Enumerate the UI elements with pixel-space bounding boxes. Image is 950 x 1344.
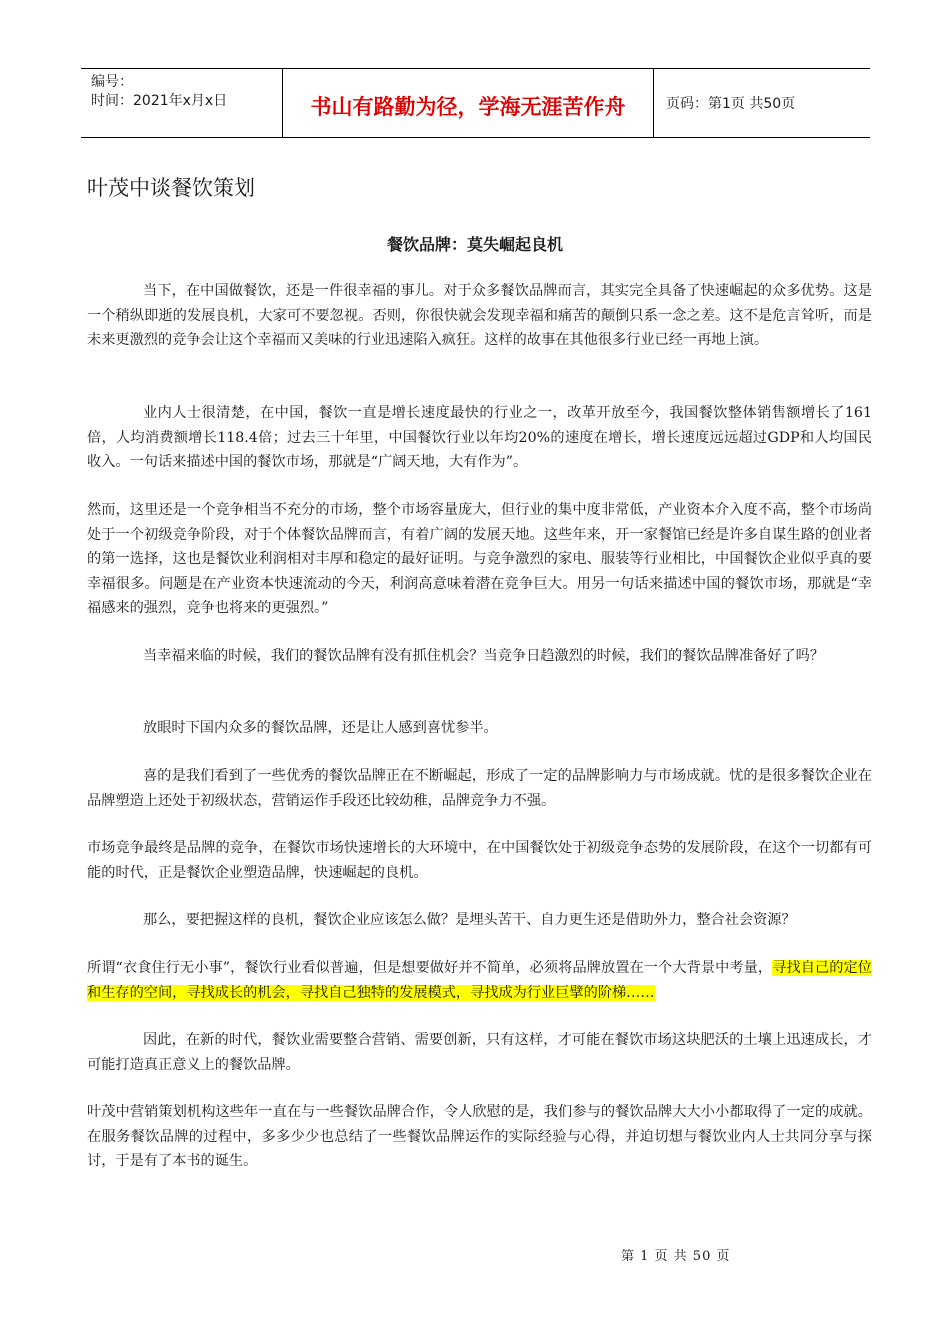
number-label: 编号： [91, 74, 133, 90]
paragraph: 叶茂中营销策划机构这些年一直在与一些餐饮品牌合作，令人欣慰的是，我们参与的餐饮品牌大大小小都取得了一定的成就。在服务餐饮品牌的过程中，多多少少也总结了一些餐饮品牌运作的实际经验与心得，并迫切想与餐饮业内人士共同分享与探讨，于是有了本书的诞生。 [87, 1104, 872, 1169]
document-title: 叶茂中谈餐饮策划 [87, 176, 255, 200]
page-footer: 第 1 页 共 50 页 [621, 1249, 731, 1264]
paragraph: 因此，在新的时代，餐饮业需要整合营销、需要创新，只有这样，才可能在餐饮市场这块肥沃的土壤上迅速成长，才可能打造真正意义上的餐饮品牌。 [87, 1032, 872, 1073]
motto: 书山有路勤为径，学海无涯苦作舟 [310, 95, 626, 119]
paragraph [87, 956, 872, 1005]
header-motto-cell [282, 69, 654, 137]
header-table [81, 68, 870, 138]
paragraph: 然而，这里还是一个竞争相当不充分的市场，整个市场容量庞大，但行业的集中度非常低，产业资本介入度不高，整个市场尚处于一个初级竞争阶段，对于个体餐饮品牌而言，有着广阔的发展天地。这些年来，开一家餐馆已经是许多自谋生路的创业者的第一选择，这也是餐饮业利润相对丰厚和稳定的最好证明。与竞争激烈的家电、服装等行业相比，中国餐饮企业似乎真的要幸福很多。问题是在产业资本快速流动的今天，利润高意味着潜在竞争巨大。用另一句话来描述中国的餐饮市场，那就是“幸福感来的强烈，竞争也将来的更强烈。” [87, 502, 872, 616]
highlighted-text: 寻找自己的定位和生存的空间，寻找成长的机会，寻找自己独特的发展模式，寻找成为行业巨擘的阶梯…… [87, 960, 872, 1001]
header-page-cell [654, 69, 870, 137]
paragraph: 当幸福来临的时候，我们的餐饮品牌有没有抓住机会？当竞争日趋激烈的时候，我们的餐饮品牌准备好了吗？ [143, 648, 825, 664]
page-info: 页码：第1页 共50页 [666, 96, 796, 112]
paragraph: 喜的是我们看到了一些优秀的餐饮品牌正在不断崛起，形成了一定的品牌影响力与市场成就。忧的是很多餐饮企业在品牌塑造上还处于初级状态，营销运作手段还比较幼稚，品牌竞争力不强。 [87, 768, 872, 809]
paragraph: 那么，要把握这样的良机，餐饮企业应该怎么做？是埋头苦干、自力更生还是借助外力，整合社会资源？ [143, 912, 796, 928]
header-left-cell [81, 69, 282, 137]
paragraph: 放眼时下国内众多的餐饮品牌，还是让人感到喜忧参半。 [143, 720, 498, 736]
section-subtitle: 餐饮品牌：莫失崛起良机 [386, 235, 563, 254]
time-label: 时间：2021年x月x日 [91, 93, 228, 109]
paragraph: 业内人士很清楚，在中国，餐饮一直是增长速度最快的行业之一，改革开放至今，我国餐饮整体销售额增长了161倍，人均消费额增长118.4倍；过去三十年里，中国餐饮行业以年均20%的速度在增长，增长速度远远超过GDP和人均国民收入。一句话来描述中国的餐饮市场，那就是“广阔天地，大有作为”。 [87, 405, 872, 470]
paragraph-text: 所谓“衣食住行无小事”，餐饮行业看似普遍，但是想要做好并不简单，必须将品牌放置在一个大背景中考量， [87, 960, 773, 976]
paragraph: 市场竞争最终是品牌的竞争，在餐饮市场快速增长的大环境中，在中国餐饮处于初级竞争态势的发展阶段，在这个一切都有可能的时代，正是餐饮企业塑造品牌，快速崛起的良机。 [87, 840, 872, 881]
paragraph: 当下，在中国做餐饮，还是一件很幸福的事儿。对于众多餐饮品牌而言，其实完全具备了快速崛起的众多优势。这是一个稍纵即逝的发展良机，大家可不要忽视。否则，你很快就会发现幸福和痛苦的颠倒只系一念之差。这不是危言耸听，而是未来更激烈的竞争会让这个幸福而又美味的行业迅速陷入疯狂。这样的故事在其他很多行业已经一再地上演。 [87, 283, 872, 348]
